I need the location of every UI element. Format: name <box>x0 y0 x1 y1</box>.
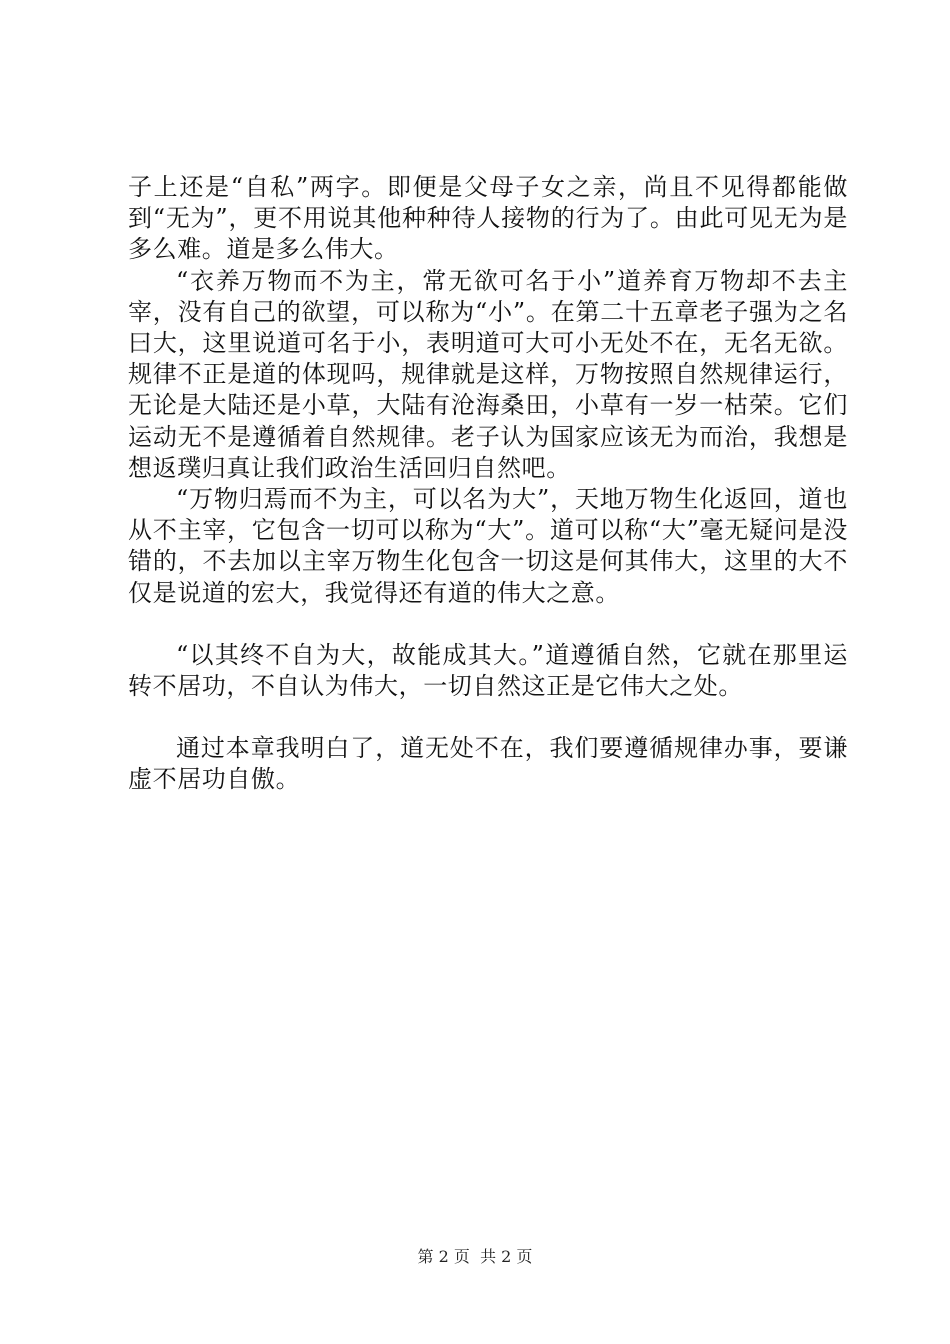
paragraph-continuation: 子上还是“自私”两字。即便是父母子女之亲，尚且不见得都能做到“无为”，更不用说其他种种待人接物的行为了。由此可见无为是多么难。道是多么伟大。 <box>128 173 848 264</box>
paragraph-conclusion: 通过本章我明白了，道无处不在，我们要遵循规律办事，要谦虚不居功自傲。 <box>128 734 848 794</box>
page-number: 第 2 页 共 2 页 <box>417 1247 533 1266</box>
document-body <box>128 172 848 796</box>
paragraph-cheng-qi-da: “以其终不自为大，故能成其大。”道遵循自然，它就在那里运转不居功，不自认为伟大，一切自然这正是它伟大之处。 <box>128 640 848 701</box>
paragraph-da: “万物归焉而不为主，可以名为大”，天地万物生化返回，道也从不主宰，它包含一切可以称为“大”。道可以称“大”毫无疑问是没错的，不去加以主宰万物生化包含一切这是何其伟大，这里的大不仅是说道的宏大，我觉得还有道的伟大之意。 <box>128 485 848 607</box>
paragraph-xiao: “衣养万物而不为主，常无欲可名于小”道养育万物却不去主宰，没有自己的欲望，可以称为“小”。在第二十五章老子强为之名曰大，这里说道可名于小，表明道可大可小无处不在，无名无欲。规律不正是道的体现吗，规律就是这样，万物按照自然规律运行，无论是大陆还是小草，大陆有沧海桑田，小草有一岁一枯荣。它们运动无不是遵循着自然规律。老子认为国家应该无为而治，我想是想返璞归真让我们政治生活回归自然吧。 <box>128 266 848 482</box>
page-footer <box>0 1244 950 1267</box>
